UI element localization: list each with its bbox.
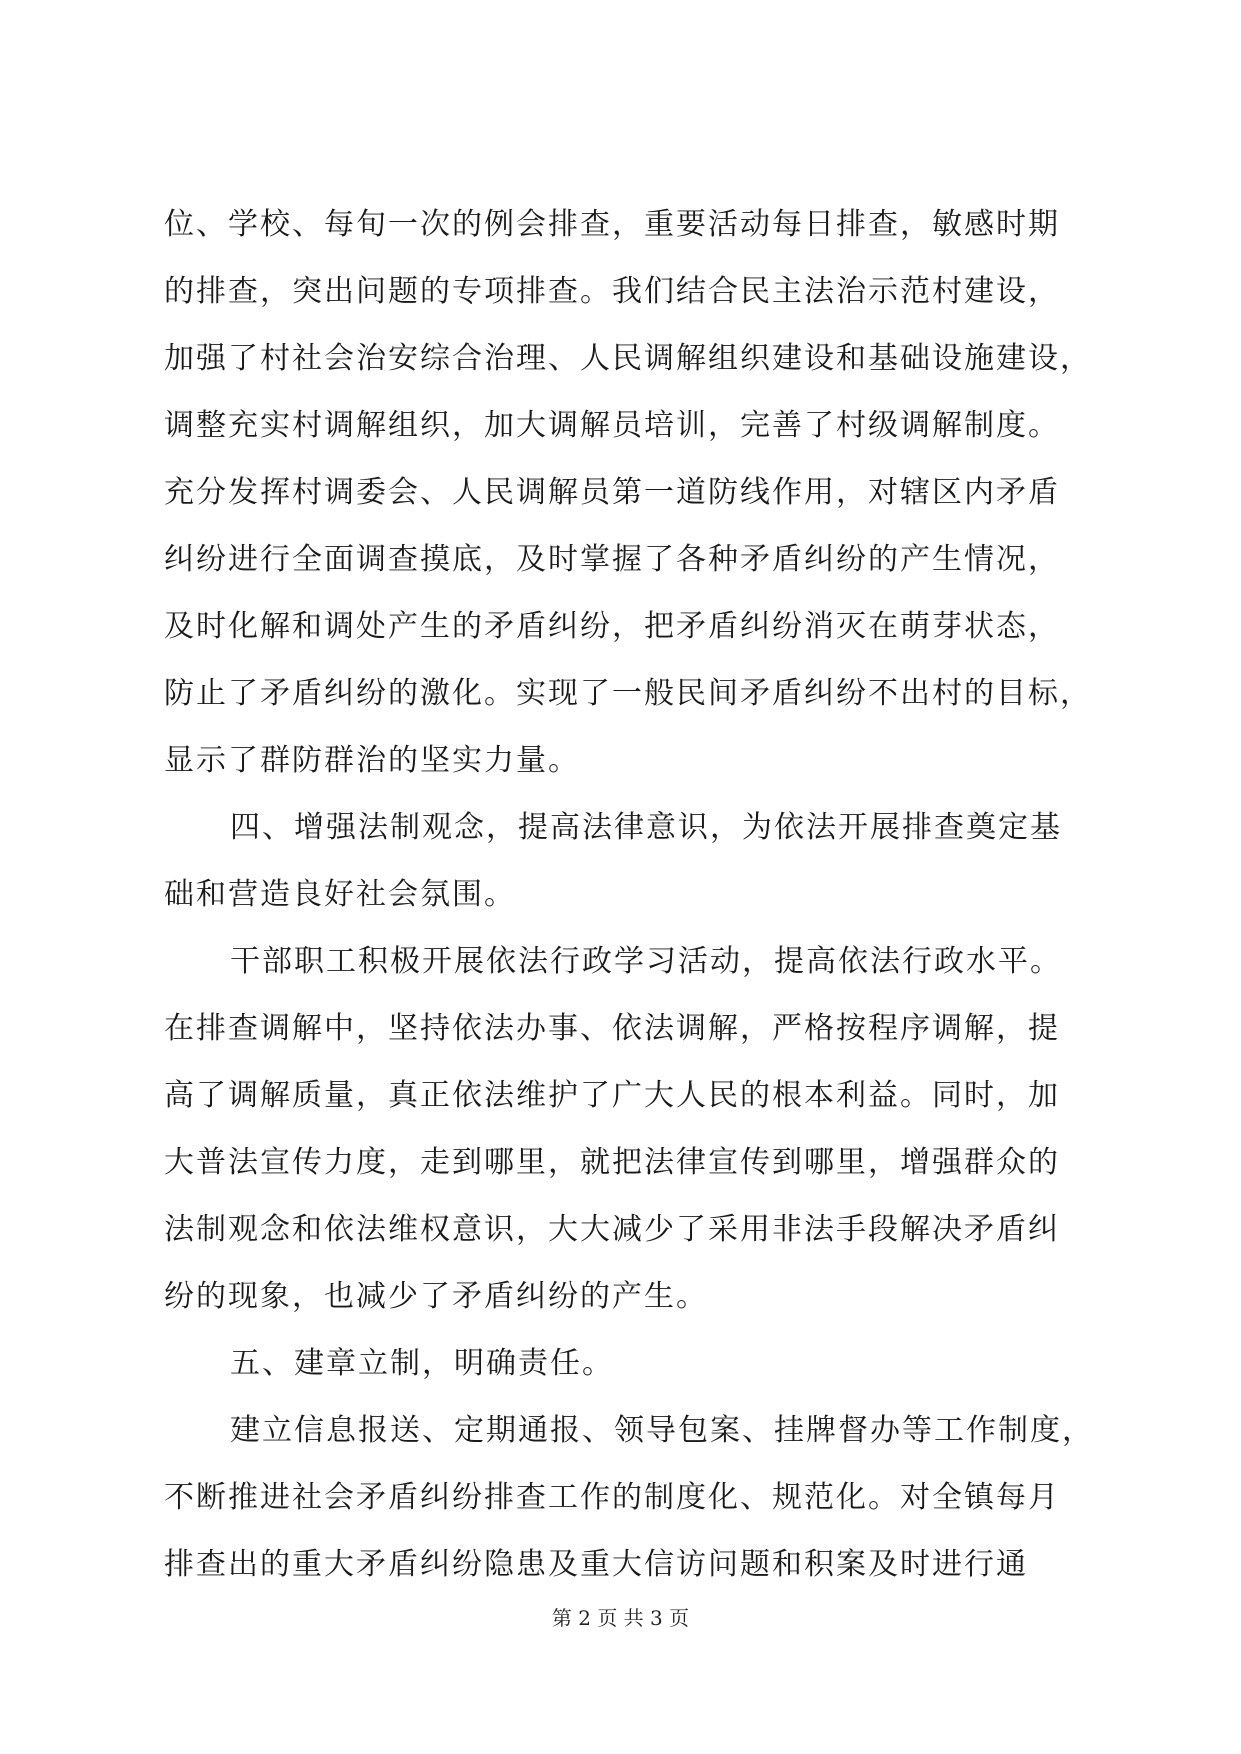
text-line: 调整充实村调解组织，加大调解员培训，完善了村级调解制度。 [164,408,1060,443]
text-line: 础和营造良好社会氛围。 [164,877,516,912]
text-line: 充分发挥村调委会、人民调解员第一道防线作用，对辖区内矛盾 [164,475,1060,510]
section-heading-four: 四、增强法制观念，提高法律意识，为依法开展排查奠定基 [230,810,1062,845]
page-number-footer: 第 2 页 共 3 页 [551,1606,690,1630]
section-heading-five: 五、建章立制，明确责任。 [230,1346,614,1381]
text-line: 纷的现象，也减少了矛盾纠纷的产生。 [164,1279,708,1314]
text-line: 在排查调解中，坚持依法办事、依法调解，严格按程序调解，提 [164,1011,1060,1046]
text-line: 不断推进社会矛盾纠纷排查工作的制度化、规范化。对全镇每月 [164,1480,1060,1515]
paragraph-start: 建立信息报送、定期通报、领导包案、挂牌督办等工作制度， [230,1413,1094,1448]
text-line: 法制观念和依法维权意识，大大减少了采用非法手段解决矛盾纠 [164,1212,1060,1247]
text-line: 及时化解和调处产生的矛盾纠纷，把矛盾纠纷消灭在萌芽状态， [164,609,1060,644]
text-line: 显示了群防群治的坚实力量。 [164,743,580,778]
text-line: 位、学校、每旬一次的例会排查，重要活动每日排查，敏感时期 [164,207,1060,242]
text-line: 纠纷进行全面调查摸底，及时掌握了各种矛盾纠纷的产生情况， [164,542,1060,577]
text-line: 排查出的重大矛盾纠纷隐患及重大信访问题和积案及时进行通 [164,1547,1028,1582]
text-line: 的排查，突出问题的专项排查。我们结合民主法治示范村建设， [164,274,1060,309]
text-line: 加强了村社会治安综合治理、人民调解组织建设和基础设施建设， [164,341,1092,376]
text-line: 高了调解质量，真正依法维护了广大人民的根本利益。同时，加 [164,1078,1060,1113]
paragraph-start: 干部职工积极开展依法行政学习活动，提高依法行政水平。 [230,944,1062,979]
text-line: 大普法宣传力度，走到哪里，就把法律宣传到哪里，增强群众的 [164,1145,1060,1180]
text-line: 防止了矛盾纠纷的激化。实现了一般民间矛盾纠纷不出村的目标， [164,676,1092,711]
